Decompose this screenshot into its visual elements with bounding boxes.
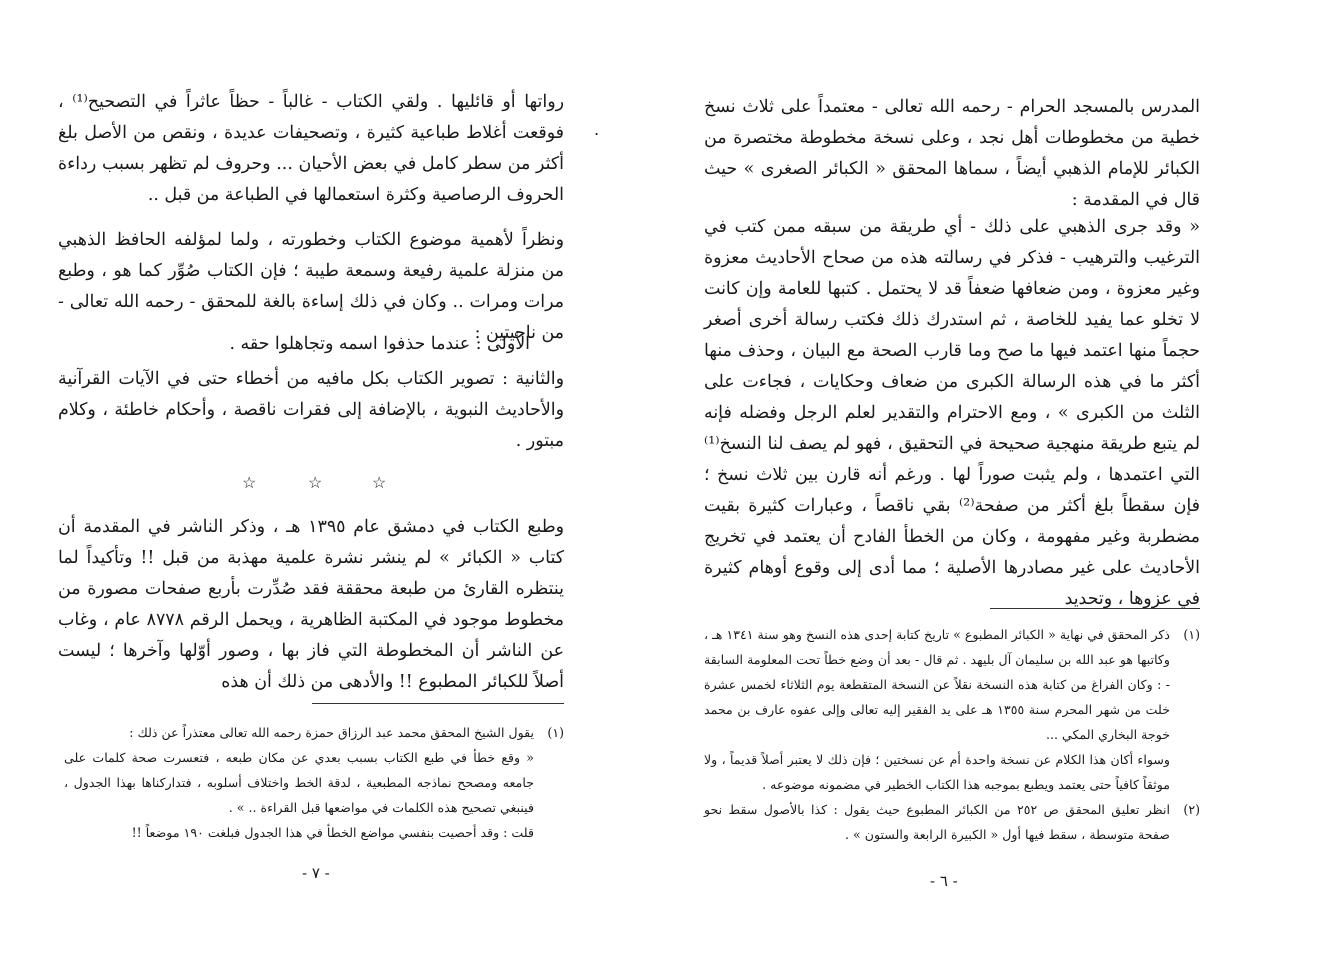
left-paragraph-3: الأولى : عندما حذفوا اسمه وتجاهلوا حقه .: [229, 334, 530, 354]
footnote-line: انظر تعليق المحقق ص ٢٥٢ من الكبائر المطبوع حيث يقول : كذا بالأصول سقط نحو صفحة متوسطة ، سقط فيها أول « الكبيرة الرابعة والستون » .: [704, 802, 1170, 842]
left-footnote-rule: [312, 703, 564, 704]
right-footnote-rule: [990, 608, 1200, 609]
right-footnotes: [704, 622, 1200, 847]
star-icon: ☆: [242, 473, 257, 492]
footnote-line: « وقع خطأ في طبع الكتاب بسبب بعدي عن مكان طبعه ، فتعسرت صحة كلمات على جامعه ومصحح نماذجه المطبعية ، لدقة الخط واختلاف أسلوبه ، فتداركناها بهذا الجدول ، فينبغي تصحيح هذه الكلمات في مواضعها قبل القراءة .. » .: [64, 750, 534, 815]
footnote-number: (٢): [1183, 802, 1200, 817]
page-number-right: - ٦ -: [930, 872, 958, 890]
margin-mark: .: [594, 120, 600, 139]
footnote-line: قلت : وقد أحصيت بنفسي مواضع الخطأ في هذا الجدول فبلغت ١٩٠ موضعاً !!: [131, 825, 534, 840]
page-number-left: - ٧ -: [302, 864, 330, 882]
left-footnotes: [64, 720, 564, 845]
star-icon: ☆: [372, 473, 387, 492]
left-paragraph-2: ونظراً لأهمية موضوع الكتاب وخطورته ، ولما لمؤلفه الحافظ الذهبي من منزلة علمية رفيعة وسمعة طيبة ؛ فإن الكتاب صُوِّر كما هو ، وطبع مرات ومرات .. وكان في ذلك إساءة بالغة للمحقق - رحمه الله تعالى - من ناحيتين :: [58, 230, 564, 343]
footnote-item: [64, 720, 564, 845]
left-paragraph-4: والثانية : تصوير الكتاب بكل مافيه من أخطاء حتى في الآيات القرآنية والأحاديث النبوية ، بالإضافة إلى فقرات ناقصة ، وأحكام خاطئة ، وكلام مبتور .: [58, 369, 564, 451]
right-paragraph-2: « وقد جرى الذهبي على ذلك - أي طريقة من سبقه ممن كتب في الترغيب والترهيب - فذكر في رسالته هذه من صحاح الأحاديث معزوة وغير معزوة ، ومن ضعافها ضعفاً قد لا يحتمل . كتبها للعامة وإن كانت لا تخلو عما يفيد للخاصة ، ثم استدرك ذلك فكتب رسالة أخرى أصغر حجماً منها اعتمد فيها ما صح وما قارب الصحة مع البيان ، وحذف منها أكثر ما في هذه الرسالة الكبرى من ضعاف وحكايات ، فجاءت على الثلث من الكبرى » ، ومع الاحترام والتقدير لعلم الرجل وفضله فإنه لم يتبع طريقة منهجية صحيحة في التحقيق ، فهو لم يصف لنا النسخ⁽¹⁾ التي اعتمدها ، ولم يثبت صوراً لها . ورغم أنه قارن بين ثلاث نسخ ؛ فإن سقطاً بلغ أكثر من صفحة⁽²⁾ بقي ناقصاً ، وعبارات كثيرة بقيت مضطربة وغير مفهومة ، وكان من الخطأ الفادح أن يعتمد في تخريج الأحاديث على غير مصادرها الأصلية ؛ مما أدى إلى وقوع أوهام كثيرة في عزوها ، وتحديد: [704, 217, 1200, 609]
star-icon: ☆: [308, 473, 323, 492]
footnote-number: (١): [547, 725, 564, 740]
footnote-line: وسواء أكان هذا الكلام عن نسخة واحدة أم عن نسختين ؛ فإن ذلك لا يعتبر أصلاً قديماً ، ولا موثقاً كافياً حتى يعتمد ويطبع بموجبه هذا الكتاب الخطير في مضمونه موضوعه .: [704, 752, 1170, 792]
right-paragraph-1: المدرس بالمسجد الحرام - رحمه الله تعالى - معتمداً على ثلاث نسخ خطية من مخطوطات أهل نجد ، وعلى نسخة مخطوطة مختصرة من الكبائر للإمام الذهبي أيضاً ، سماها المحقق « الكبائر الصغرى » حيث قال في المقدمة :: [704, 97, 1200, 210]
footnote-number: (١): [1183, 627, 1200, 642]
footnote-line: يقول الشيخ المحقق محمد عبد الرزاق حمزة رحمه الله تعالى معتذراً عن ذلك :: [129, 725, 534, 740]
footnote-item: [704, 622, 1200, 797]
footnote-item: [704, 797, 1200, 847]
left-paragraph-5: وطبع الكتاب في دمشق عام ١٣٩٥ هـ ، وذكر الناشر في المقدمة أن كتاب « الكبائر » لم ينشر نشرة علمية مهذبة من قبل !! وتأكيداً لما ينتظره القارئ من طبعة محققة فقد صُدِّرت بأربع صفحات مصورة من مخطوط موجود في المكتبة الظاهرية ، ويحمل الرقم ٨٧٧٨ عام ، وغاب عن الناشر أن المخطوطة التي فاز بها ، وصور أوّلها وآخرها ؛ ليست أصلاً للكبائر المطبوع !! والأدهى من ذلك أن هذه: [58, 517, 564, 692]
left-paragraph-1: رواتها أو قائليها . ولقي الكتاب - غالباً - حظاً عاثراً في التصحيح⁽¹⁾ ، فوقعت أغلاط طباعية كثيرة ، وتصحيفات عديدة ، ونقص من الأصل بلغ أكثر من سطر كامل في بعض الأحيان ... وحروف لم تظهر بسبب رداءة الحروف الرصاصية وكثرة استعمالها في الطباعة من قبل ..: [58, 92, 564, 205]
footnote-line: ذكر المحقق في نهاية « الكبائر المطبوع » تاريخ كتابة إحدى هذه النسخ وهو سنة ١٣٤١ هـ ، وكاتبها هو عبد الله بن سليمان آل بليهد . ثم قال - بعد أن وضع خطاً تحت المعلومة السابقة - : وكان الفراغ من كتابة هذه النسخة نقلاً عن النسخة المتقطعة يوم الثلاثاء لخمس عشرة خلت من شهر المحرم سنة ١٣٥٥ هـ على يد الفقير إليه تعالى وإلى عفوه عارف بن محمد خوجة البخاري المكي ...: [704, 627, 1171, 742]
